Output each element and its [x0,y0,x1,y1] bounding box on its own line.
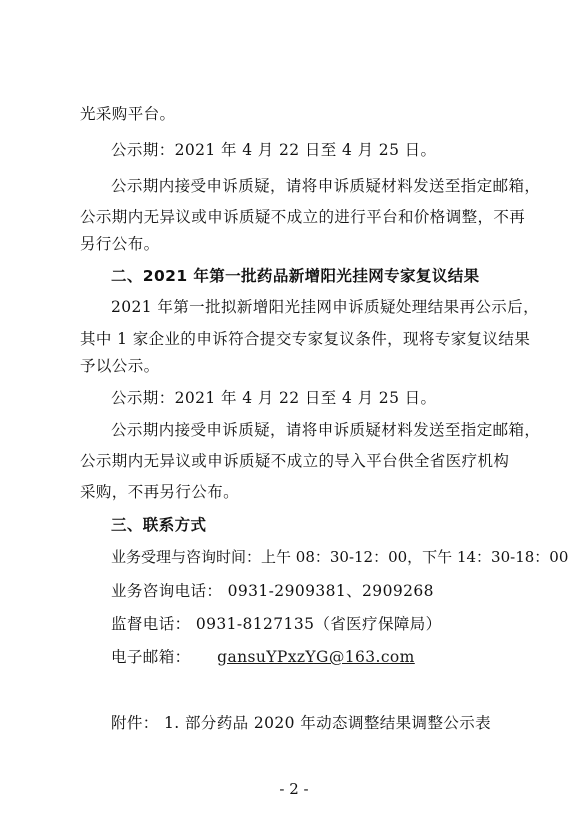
text-line: 予以公示。 [80,357,160,375]
email-link[interactable]: gansuYPxzYG@163.com [217,648,415,666]
email-line [111,647,415,667]
section-heading: 二、2021 年第一批药品新增阳光挂网专家复议结果 [111,267,480,285]
text-line: 业务咨询电话： 0931-2909381、2909268 [111,582,434,600]
text-line: 公示期内无异议或申诉质疑不成立的进行平台和价格调整，不再 [80,208,526,226]
text-line: 业务受理与咨询时间：上午 08：30-12：00，下午 14：30-18：00 [111,548,569,566]
text-line: 公示期内无异议或申诉质疑不成立的导入平台供全省医疗机构 [80,452,510,470]
section-heading: 三、联系方式 [111,516,207,534]
text-line: 公示期：2021 年 4 月 22 日至 4 月 25 日。 [111,141,437,159]
email-label: 电子邮箱： [111,648,191,666]
page-number: - 2 - [279,780,309,798]
text-line: 其中 1 家企业的申诉符合提交专家复议条件，现将专家复议结果 [80,330,531,348]
text-line: 公示期内接受申诉质疑，请将申诉质疑材料发送至指定邮箱， [111,421,541,439]
text-line: 采购，不再另行公布。 [80,483,240,501]
text-line: 监督电话： 0931-8127135（省医疗保障局） [111,615,442,633]
attachment-line: 附件： 1. 部分药品 2020 年动态调整结果调整公示表 [111,714,492,732]
text-line: 公示期：2021 年 4 月 22 日至 4 月 25 日。 [111,389,437,407]
text-line: 2021 年第一批拟新增阳光挂网申诉质疑处理结果再公示后， [111,298,539,316]
text-line: 光采购平台。 [80,105,176,123]
text-line: 公示期内接受申诉质疑，请将申诉质疑材料发送至指定邮箱， [111,177,541,195]
text-line: 另行公布。 [80,235,160,253]
